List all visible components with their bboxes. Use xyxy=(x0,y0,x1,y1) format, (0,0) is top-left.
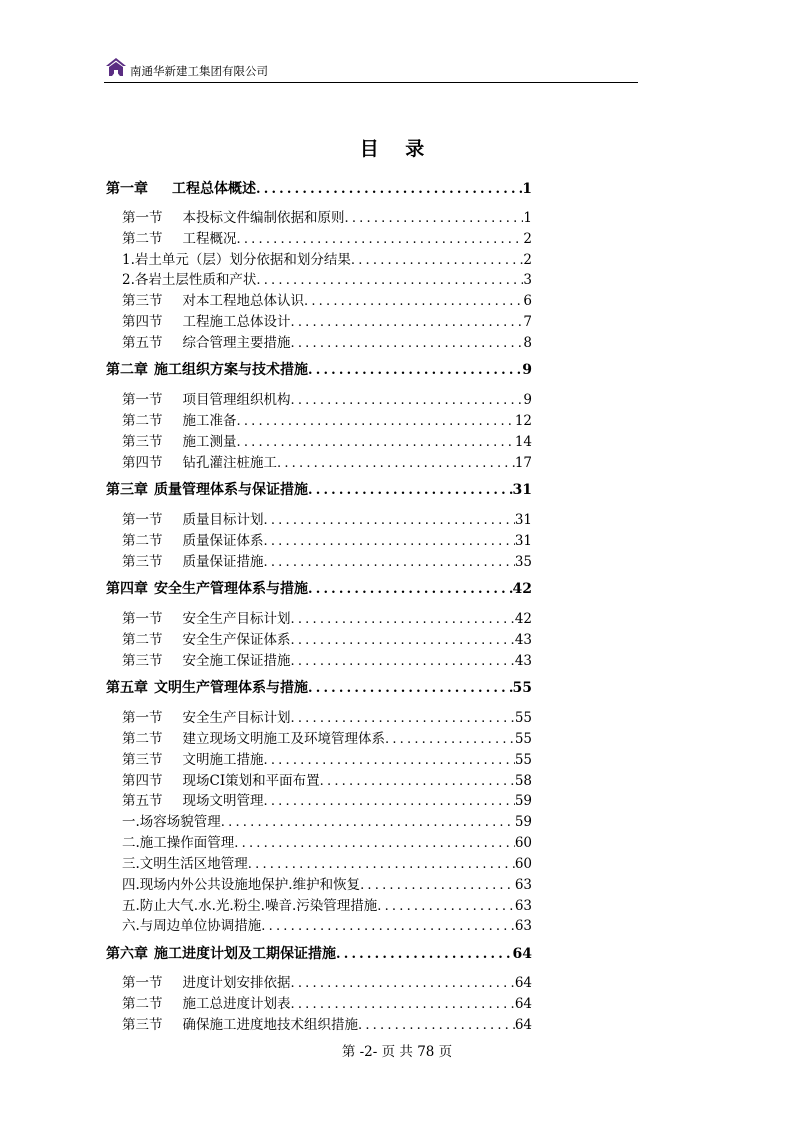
toc-entry-number: 第一节 xyxy=(122,710,163,726)
toc-dot-leader xyxy=(291,976,515,991)
toc-dot-leader xyxy=(248,857,515,872)
toc-entry-number: 第一章 xyxy=(106,181,148,197)
toc-entry-title: 文明生产管理体系与措施 xyxy=(154,680,308,696)
toc-page-number: 31 xyxy=(514,512,532,528)
toc-entry-number: 第一节 xyxy=(122,210,163,226)
toc-entry-number: 第三节 xyxy=(122,752,163,768)
toc-entry-number: 第五节 xyxy=(122,793,163,809)
toc-section-row xyxy=(106,831,532,851)
company-logo-icon xyxy=(106,57,126,77)
toc-page-number: 63 xyxy=(514,918,532,934)
toc-dot-leader xyxy=(291,711,515,726)
company-name: 南通华新建工集团有限公司 xyxy=(130,64,268,78)
toc-page-number: 55 xyxy=(512,680,532,696)
toc-entry-title: 施工总进度计划表 xyxy=(182,996,291,1012)
toc-section-row xyxy=(106,430,532,450)
toc-dot-leader xyxy=(336,947,513,962)
toc-page-number: 64 xyxy=(514,996,532,1012)
toc-dot-leader xyxy=(291,315,524,330)
toc-entry-title: 二.施工操作面管理 xyxy=(122,835,235,851)
toc-entry-title: 施工组织方案与技术措施 xyxy=(154,362,308,378)
toc-dot-leader xyxy=(385,732,515,747)
toc-entry-title: 质量管理体系与保证措施 xyxy=(154,482,308,498)
toc-dot-leader xyxy=(291,393,524,408)
toc-dot-leader xyxy=(351,253,524,268)
toc-dot-leader xyxy=(291,612,515,627)
toc-section-row xyxy=(106,706,532,726)
toc-section-row xyxy=(106,628,532,648)
toc-dot-leader xyxy=(264,534,515,549)
toc-dot-leader xyxy=(291,997,515,1012)
toc-page-number: 14 xyxy=(514,434,532,450)
toc-entry-number: 第三节 xyxy=(122,653,163,669)
toc-entry-title: 施工准备 xyxy=(182,413,237,429)
toc-entry-number: 第五节 xyxy=(122,335,163,351)
toc-page-number: 43 xyxy=(514,632,532,648)
toc-dot-leader xyxy=(237,232,524,247)
toc-page-number: 60 xyxy=(514,856,532,872)
toc-dot-leader xyxy=(291,633,515,648)
toc-section-row xyxy=(106,289,532,309)
toc-entry-title: 质量目标计划 xyxy=(182,512,264,528)
toc-section-row xyxy=(106,992,532,1012)
toc-section-row xyxy=(106,388,532,408)
toc-section-row xyxy=(106,248,532,268)
toc-dot-leader xyxy=(308,681,513,696)
toc-page-number: 55 xyxy=(514,752,532,768)
toc-dot-leader xyxy=(358,1018,515,1033)
toc-dot-leader xyxy=(291,654,515,669)
toc-entry-title: 安全生产目标计划 xyxy=(182,710,291,726)
toc-page-number: 63 xyxy=(514,877,532,893)
toc-page-number: 31 xyxy=(512,482,532,498)
toc-section-row xyxy=(106,268,532,288)
toc-entry-title: 一.场容场貌管理 xyxy=(122,814,221,830)
toc-page-number: 64 xyxy=(514,975,532,991)
toc-section-row xyxy=(106,550,532,570)
toc-page-number: 3 xyxy=(523,272,532,288)
toc-entry-title: 进度计划安排依据 xyxy=(182,975,291,991)
toc-entry-title: 2.各岩土层性质和产状 xyxy=(122,272,257,288)
toc-page-number: 64 xyxy=(512,946,532,962)
toc-page-number: 42 xyxy=(512,581,532,597)
toc-entry-number: 第六章 xyxy=(106,946,148,962)
toc-chapter-row xyxy=(106,178,532,198)
toc-dot-leader xyxy=(264,753,515,768)
toc-page-number: 9 xyxy=(523,392,532,408)
toc-entry-number: 第二节 xyxy=(122,231,163,247)
toc-section-row xyxy=(106,852,532,872)
toc-entry-title: 工程施工总体设计 xyxy=(182,314,291,330)
toc-section-row xyxy=(106,310,532,330)
toc-entry-title: 安全施工保证措施 xyxy=(182,653,291,669)
toc-section-row xyxy=(106,529,532,549)
toc-page-number: 2 xyxy=(523,252,532,268)
toc-dot-leader xyxy=(264,794,515,809)
toc-page-number: 9 xyxy=(522,362,532,378)
toc-entry-number: 第五章 xyxy=(106,680,148,696)
toc-dot-leader xyxy=(360,878,515,893)
toc-section-row xyxy=(106,1013,532,1033)
toc-page-number: 12 xyxy=(514,413,532,429)
toc-entry-title: 安全生产目标计划 xyxy=(182,611,291,627)
toc-page-number: 55 xyxy=(514,710,532,726)
toc-dot-leader xyxy=(264,555,515,570)
toc-entry-title: 质量保证措施 xyxy=(182,554,264,570)
toc-chapter-row xyxy=(106,943,532,963)
toc-entry-number: 第三节 xyxy=(122,293,163,309)
toc-dot-leader xyxy=(277,456,515,471)
toc-entry-number: 第四节 xyxy=(122,314,163,330)
toc-entry-title: 安全生产保证体系 xyxy=(182,632,291,648)
toc-page-number: 58 xyxy=(514,773,532,789)
toc-entry-number: 第二节 xyxy=(122,413,163,429)
toc-entry-title: 项目管理组织机构 xyxy=(182,392,291,408)
toc-page-number: 31 xyxy=(514,533,532,549)
toc-entry-title: 三.文明生活区地管理 xyxy=(122,856,248,872)
toc-page-number: 60 xyxy=(514,835,532,851)
toc-dot-leader xyxy=(256,182,522,197)
toc-entry-number: 第三节 xyxy=(122,554,163,570)
toc-section-row xyxy=(106,451,532,471)
toc-entry-title: 施工测量 xyxy=(182,434,237,450)
toc-page-number: 59 xyxy=(514,793,532,809)
toc-entry-title: 对本工程地总体认识 xyxy=(182,293,304,309)
toc-page-number: 64 xyxy=(514,1017,532,1033)
toc-dot-leader xyxy=(264,513,515,528)
toc-section-row xyxy=(106,971,532,991)
toc-page-number: 35 xyxy=(514,554,532,570)
toc-entry-number: 第一节 xyxy=(122,611,163,627)
toc-entry-title: 安全生产管理体系与措施 xyxy=(154,581,308,597)
toc-page-number: 1 xyxy=(522,181,532,197)
toc-entry-title: 现场文明管理 xyxy=(182,793,264,809)
toc-page-number: 59 xyxy=(514,814,532,830)
toc-dot-leader xyxy=(237,414,515,429)
toc-section-row xyxy=(106,873,532,893)
toc-entry-title: 六.与周边单位协调措施 xyxy=(122,918,262,934)
toc-dot-leader xyxy=(320,774,515,789)
toc-entry-number: 第二节 xyxy=(122,533,163,549)
toc-dot-leader xyxy=(345,211,524,226)
page-header xyxy=(104,56,638,83)
toc-dot-leader xyxy=(308,483,513,498)
toc-chapter-row xyxy=(106,578,532,598)
toc-section-row xyxy=(106,810,532,830)
toc-entry-number: 第三节 xyxy=(122,434,163,450)
toc-section-row xyxy=(106,748,532,768)
toc-entry-number: 第一节 xyxy=(122,392,163,408)
toc-entry-number: 第二节 xyxy=(122,996,163,1012)
toc-entry-title: 工程总体概述 xyxy=(172,181,256,197)
toc-entry-title: 钻孔灌注桩施工 xyxy=(182,455,277,471)
toc-entry-number: 第四节 xyxy=(122,773,163,789)
toc-entry-number: 第三章 xyxy=(106,482,148,498)
toc-entry-title: 施工进度计划及工期保证措施 xyxy=(154,946,336,962)
toc-section-row xyxy=(106,331,532,351)
toc-dot-leader xyxy=(237,435,515,450)
toc-entry-number: 第一节 xyxy=(122,512,163,528)
toc-entry-title: 确保施工进度地技术组织措施 xyxy=(182,1017,358,1033)
toc-dot-leader xyxy=(261,919,515,934)
toc-page-number: 2 xyxy=(523,231,532,247)
toc-section-row xyxy=(106,649,532,669)
toc-entry-number: 第二章 xyxy=(106,362,148,378)
toc-entry-number: 第四章 xyxy=(106,581,148,597)
toc-section-row xyxy=(106,894,532,914)
toc-dot-leader xyxy=(308,582,513,597)
toc-entry-number: 第四节 xyxy=(122,455,163,471)
toc-entry-number: 第三节 xyxy=(122,1017,163,1033)
toc-dot-leader xyxy=(221,815,515,830)
toc-section-row xyxy=(106,914,532,934)
toc-entry-number: 第一节 xyxy=(122,975,163,991)
toc-chapter-row xyxy=(106,359,532,379)
toc-page-number: 63 xyxy=(514,898,532,914)
toc-entry-title: 综合管理主要措施 xyxy=(182,335,291,351)
page-title: 目 录 xyxy=(359,138,435,160)
toc-page-number: 42 xyxy=(514,611,532,627)
toc-section-row xyxy=(106,769,532,789)
toc-dot-leader xyxy=(256,273,523,288)
toc-entry-title: 现场CI策划和平面布置 xyxy=(182,773,320,789)
toc-section-row xyxy=(106,508,532,528)
toc-section-row xyxy=(106,607,532,627)
toc-entry-title: 建立现场文明施工及环境管理体系 xyxy=(182,731,385,747)
toc-entry-title: 质量保证体系 xyxy=(182,533,264,549)
toc-page-number: 43 xyxy=(514,653,532,669)
toc-entry-number: 第二节 xyxy=(122,731,163,747)
toc-entry-title: 工程概况 xyxy=(182,231,237,247)
toc-page-number: 8 xyxy=(523,335,532,351)
toc-entry-title: 五.防止大气.水.光.粉尘.噪音.污染管理措施 xyxy=(122,898,378,914)
toc-section-row xyxy=(106,409,532,429)
toc-section-row xyxy=(106,727,532,747)
toc-section-row xyxy=(106,206,532,226)
toc-dot-leader xyxy=(308,363,522,378)
toc-page-number: 17 xyxy=(514,455,532,471)
toc-entry-title: 本投标文件编制依据和原则 xyxy=(182,210,345,226)
toc-page-number: 6 xyxy=(523,293,532,309)
toc-page-number: 7 xyxy=(523,314,532,330)
toc-section-row xyxy=(106,789,532,809)
toc-chapter-row xyxy=(106,677,532,697)
toc-dot-leader xyxy=(234,836,515,851)
toc-page-number: 1 xyxy=(523,210,532,226)
toc-entry-number: 第二节 xyxy=(122,632,163,648)
toc-chapter-row xyxy=(106,479,532,499)
toc-dot-leader xyxy=(291,336,524,351)
toc-entry-title: 1.岩土单元（层）划分依据和划分结果 xyxy=(122,252,351,268)
toc-entry-title: 四.现场内外公共设施地保护.维护和恢复 xyxy=(122,877,361,893)
toc-entry-title: 文明施工措施 xyxy=(182,752,264,768)
toc-page-number: 55 xyxy=(514,731,532,747)
page-footer: 第 -2- 页 共 78 页 xyxy=(341,1044,453,1060)
toc-dot-leader xyxy=(377,899,515,914)
toc-dot-leader xyxy=(304,294,523,309)
toc-section-row xyxy=(106,227,532,247)
